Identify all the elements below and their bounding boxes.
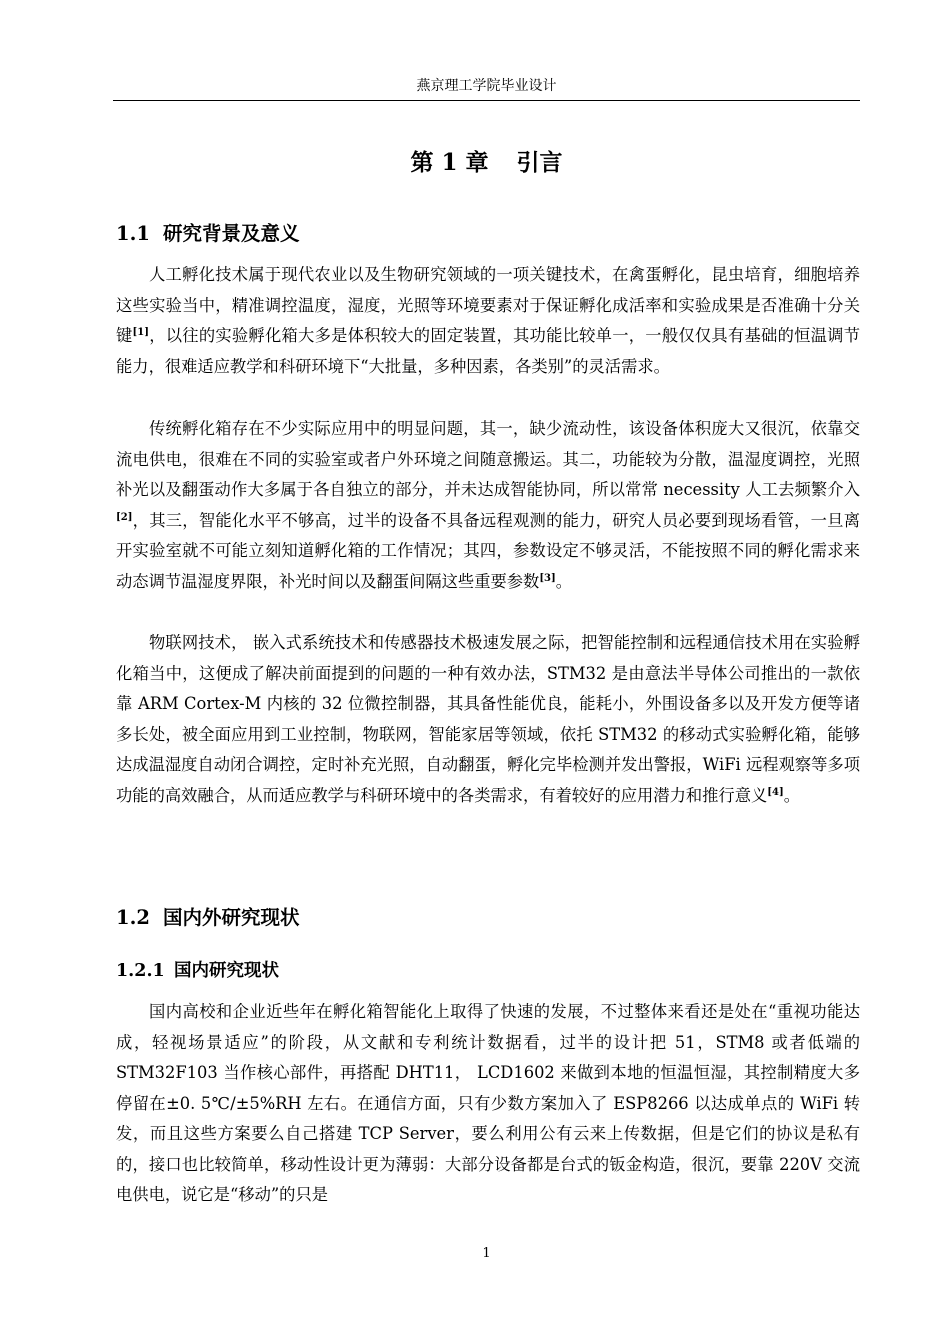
- chapter-number: 第 1 章: [410, 149, 489, 176]
- section-title: 国内外研究现状: [163, 906, 300, 929]
- paragraph-background-3: [116, 628, 860, 811]
- subsection-title: 国内研究现状: [174, 961, 279, 981]
- citation-ref: [2]: [116, 511, 133, 523]
- subsection-number: 1.2.1: [116, 961, 165, 981]
- section-heading-1-1: [116, 220, 300, 248]
- section-title: 研究背景及意义: [163, 222, 300, 245]
- subsection-heading-1-2-1: [116, 958, 279, 984]
- paragraph-text: ，其三，智能化水平不够高，过半的设备不具备远程观测的能力，研究人员必要到现场看管，一旦离开实验室就不可能立刻知道孵化箱的工作情况；其四，参数设定不够灵活，不能按照不同的孵化需求来动态调节温湿度界限，补光时间以及翻蛋间隔这些重要参数: [116, 510, 860, 591]
- chapter-title: [113, 146, 860, 180]
- paragraph-text: 物联网技术， 嵌入式系统技术和传感器技术极速发展之际，把智能控制和远程通信技术用在实验孵化箱当中，这便成了解决前面提到的问题的一种有效办法，STM32 是由意法半导体公司推出的一款依靠 ARM Cortex-M 内核的 32 位微控制器，其具备性能优良，能耗小，外围设备多以及开发方便等诸多长处，被全面应用到工业控制，物联网，智能家居等领域，依托 STM32 的移动式实验孵化箱，能够达成温湿度自动闭合调控，定时补充光照，自动翻蛋，孵化完毕检测并发出警报，WiFi 远程观察等多项功能的高效融合，从而适应教学与科研环境中的各类需求，有着较好的应用潜力和推行意义: [116, 633, 860, 805]
- citation-ref: [1]: [132, 327, 149, 338]
- citation-ref: [4]: [767, 786, 784, 798]
- section-number: 1.1: [116, 222, 150, 245]
- paragraph-text: 。: [555, 571, 573, 591]
- paragraph-text: 。: [783, 785, 800, 805]
- paragraph-text: ，以往的实验孵化箱大多是体积较大的固定装置，其功能比较单一，一般仅仅具有基础的恒温调节能力，很难适应教学和科研环境下“大批量，多种因素，各类别”的灵活需求。: [116, 326, 860, 376]
- paragraph-text: 传统孵化箱存在不少实际应用中的明显问题，其一，缺少流动性，该设备体积庞大又很沉，依靠交流电供电，很难在不同的实验室或者户外环境之间随意搬运。其二，功能较为分散，温湿度调控，光照补光以及翻蛋动作大多属于各自独立的部分，并未达成智能协同，所以常常 necessity 人工去频繁介入: [116, 419, 860, 499]
- paragraph-background-1: [116, 260, 860, 382]
- paragraph-background-2: [116, 414, 860, 597]
- header-divider: [113, 100, 860, 101]
- paragraph-domestic-research: [116, 997, 860, 1211]
- running-header: 燕京理工学院毕业设计: [416, 78, 557, 94]
- page-number: 1: [482, 1246, 491, 1261]
- paragraph-text: 国内高校和企业近些年在孵化箱智能化上取得了快速的发展，不过整体来看还是处在“重视功能达成，轻视场景适应”的阶段，从文献和专利统计数据看，过半的设计把 51，STM8 或者低端的 STM32F103 当作核心部件，再搭配 DHT11， LCD1602 来做到本地的恒温恒湿，其控制精度大多停留在±0. 5℃/±5%RH 左右。在通信方面，只有少数方案加入了 ESP8266 以达成单点的 WiFi 转发，而且这些方案要么自己搭建 TCP Server，要么利用公有云来上传数据，但是它们的协议是私有的，接口也比较简单，移动性设计更为薄弱：大部分设备都是台式的钣金构造，很沉，要靠 220V 交流电供电，说它是“移动”的只是: [116, 1002, 860, 1204]
- citation-ref: [3]: [539, 572, 556, 584]
- chapter-name: 引言: [516, 149, 563, 176]
- section-number: 1.2: [116, 906, 150, 929]
- paragraph-text: 人工孵化技术属于现代农业以及生物研究领域的一项关键技术，在禽蛋孵化，昆虫培育，细胞培养这些实验当中，精准调控温度，湿度，光照等环境要素对于保证孵化成活率和实验成果是否准确十分关键: [116, 265, 860, 345]
- section-heading-1-2: [116, 904, 300, 932]
